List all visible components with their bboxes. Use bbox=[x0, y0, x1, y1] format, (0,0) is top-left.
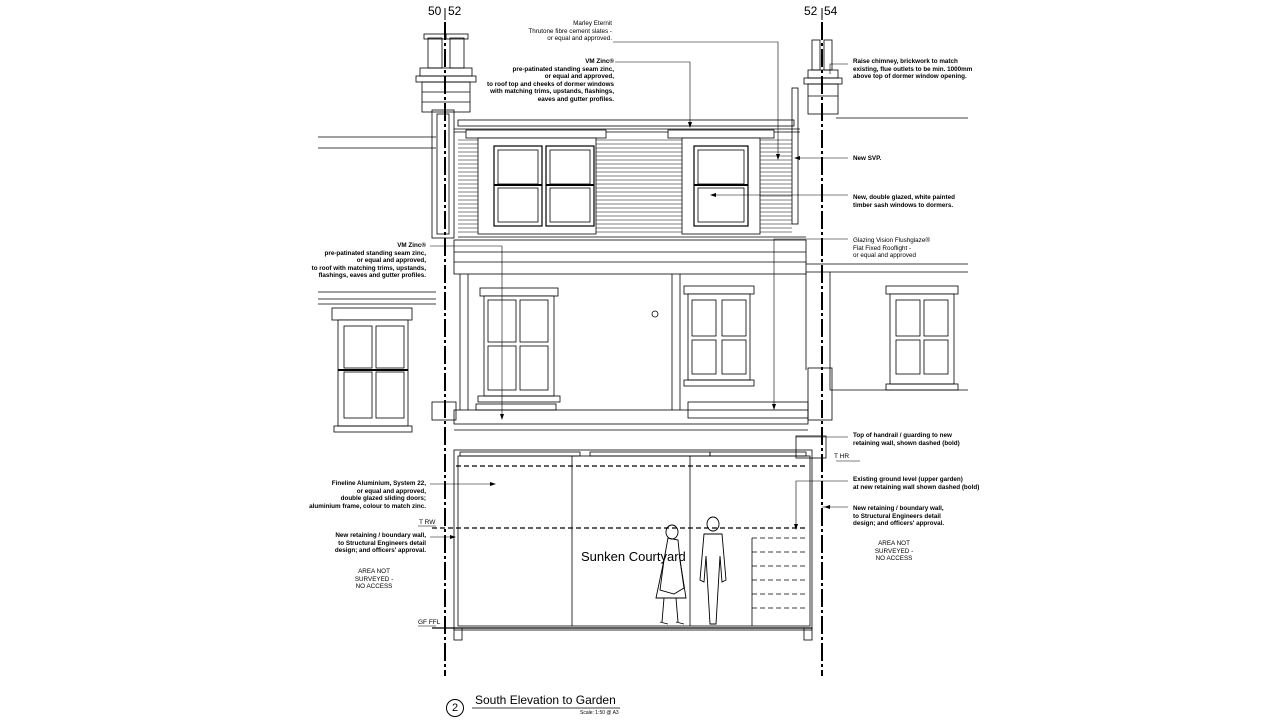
svp-pipe bbox=[792, 88, 798, 224]
person-man bbox=[700, 517, 726, 624]
courtyard-label: Sunken Courtyard bbox=[581, 549, 686, 564]
grid-ticks bbox=[445, 8, 822, 20]
level-gf-ffl: GF FFL bbox=[418, 619, 441, 626]
drawing-scale: Scale: 1:50 @ A3 bbox=[580, 710, 619, 716]
neighbour-window-left bbox=[332, 308, 412, 432]
first-floor-window-right bbox=[830, 272, 968, 390]
note-chimney: Raise chimney, brickwork to match existing, flue outlets to be min. 1000mm above top of dormer window opening. bbox=[853, 58, 973, 81]
grid-label-54: 54 bbox=[824, 4, 838, 18]
note-retaining-left: New retaining / boundary wall, to Structural Engineers detail design; and officers' approval. bbox=[334, 532, 426, 555]
courtyard-steps bbox=[752, 538, 808, 626]
first-floor-window-middle bbox=[684, 286, 754, 386]
grid-label-52-right: 52 bbox=[804, 4, 818, 18]
note-svp: New SVP. bbox=[853, 155, 882, 162]
ground-floor-roof bbox=[432, 402, 808, 430]
note-handrail: Top of handrail / guarding to new retaining wall, shown dashed (bold) bbox=[853, 432, 960, 447]
note-not-surveyed-left: AREA NOT SURVEYED - NO ACCESS bbox=[354, 568, 394, 591]
note-slates: Marley Eternit Thrutone fibre cement slates - or equal and approved. bbox=[528, 20, 612, 43]
sliding-doors bbox=[454, 450, 812, 630]
dormer-left bbox=[466, 130, 606, 234]
note-retaining-right: New retaining / boundary wall, to Structural Engineers detail design; and officers' approval. bbox=[853, 505, 945, 528]
note-zinc-roof: VM Zinc® pre-patinated standing seam zinc, or equal and approved, to roof top and cheeks of dormer windows with matching trims, upstands, flashings, eaves and gutter profiles. bbox=[487, 58, 614, 103]
note-rooflight: Glazing Vision Flushglaze® Flat Fixed Rooflight - or equal and approved bbox=[853, 237, 930, 260]
drawing-title: South Elevation to Garden bbox=[475, 693, 616, 707]
note-sash: New, double glazed, white painted timber sash windows to dormers. bbox=[853, 194, 955, 209]
note-ground-level: Existing ground level (upper garden) at new retaining wall shown dashed (bold) bbox=[853, 476, 980, 491]
level-thr: T HR bbox=[834, 453, 850, 460]
grid-label-52-left: 52 bbox=[448, 4, 462, 18]
note-not-surveyed-right: AREA NOT SURVEYED - NO ACCESS bbox=[874, 540, 914, 563]
person-woman bbox=[656, 525, 686, 624]
dashed-levels bbox=[432, 466, 808, 528]
level-trw: T RW bbox=[419, 519, 436, 526]
note-zinc-left: VM Zinc® pre-patinated standing seam zinc, or equal and approved, to roof with matching trims, upstands, flashings, eaves and gutter profiles. bbox=[311, 242, 426, 280]
dormer-right bbox=[668, 130, 774, 234]
first-floor-window-left bbox=[478, 288, 560, 402]
drawing-number: 2 bbox=[446, 699, 464, 717]
grid-label-50: 50 bbox=[428, 4, 442, 18]
note-fineline: Fineline Aluminium, System 22, or equal and approved, double glazed sliding doors; aluminium frame, colour to match zinc. bbox=[309, 480, 426, 510]
